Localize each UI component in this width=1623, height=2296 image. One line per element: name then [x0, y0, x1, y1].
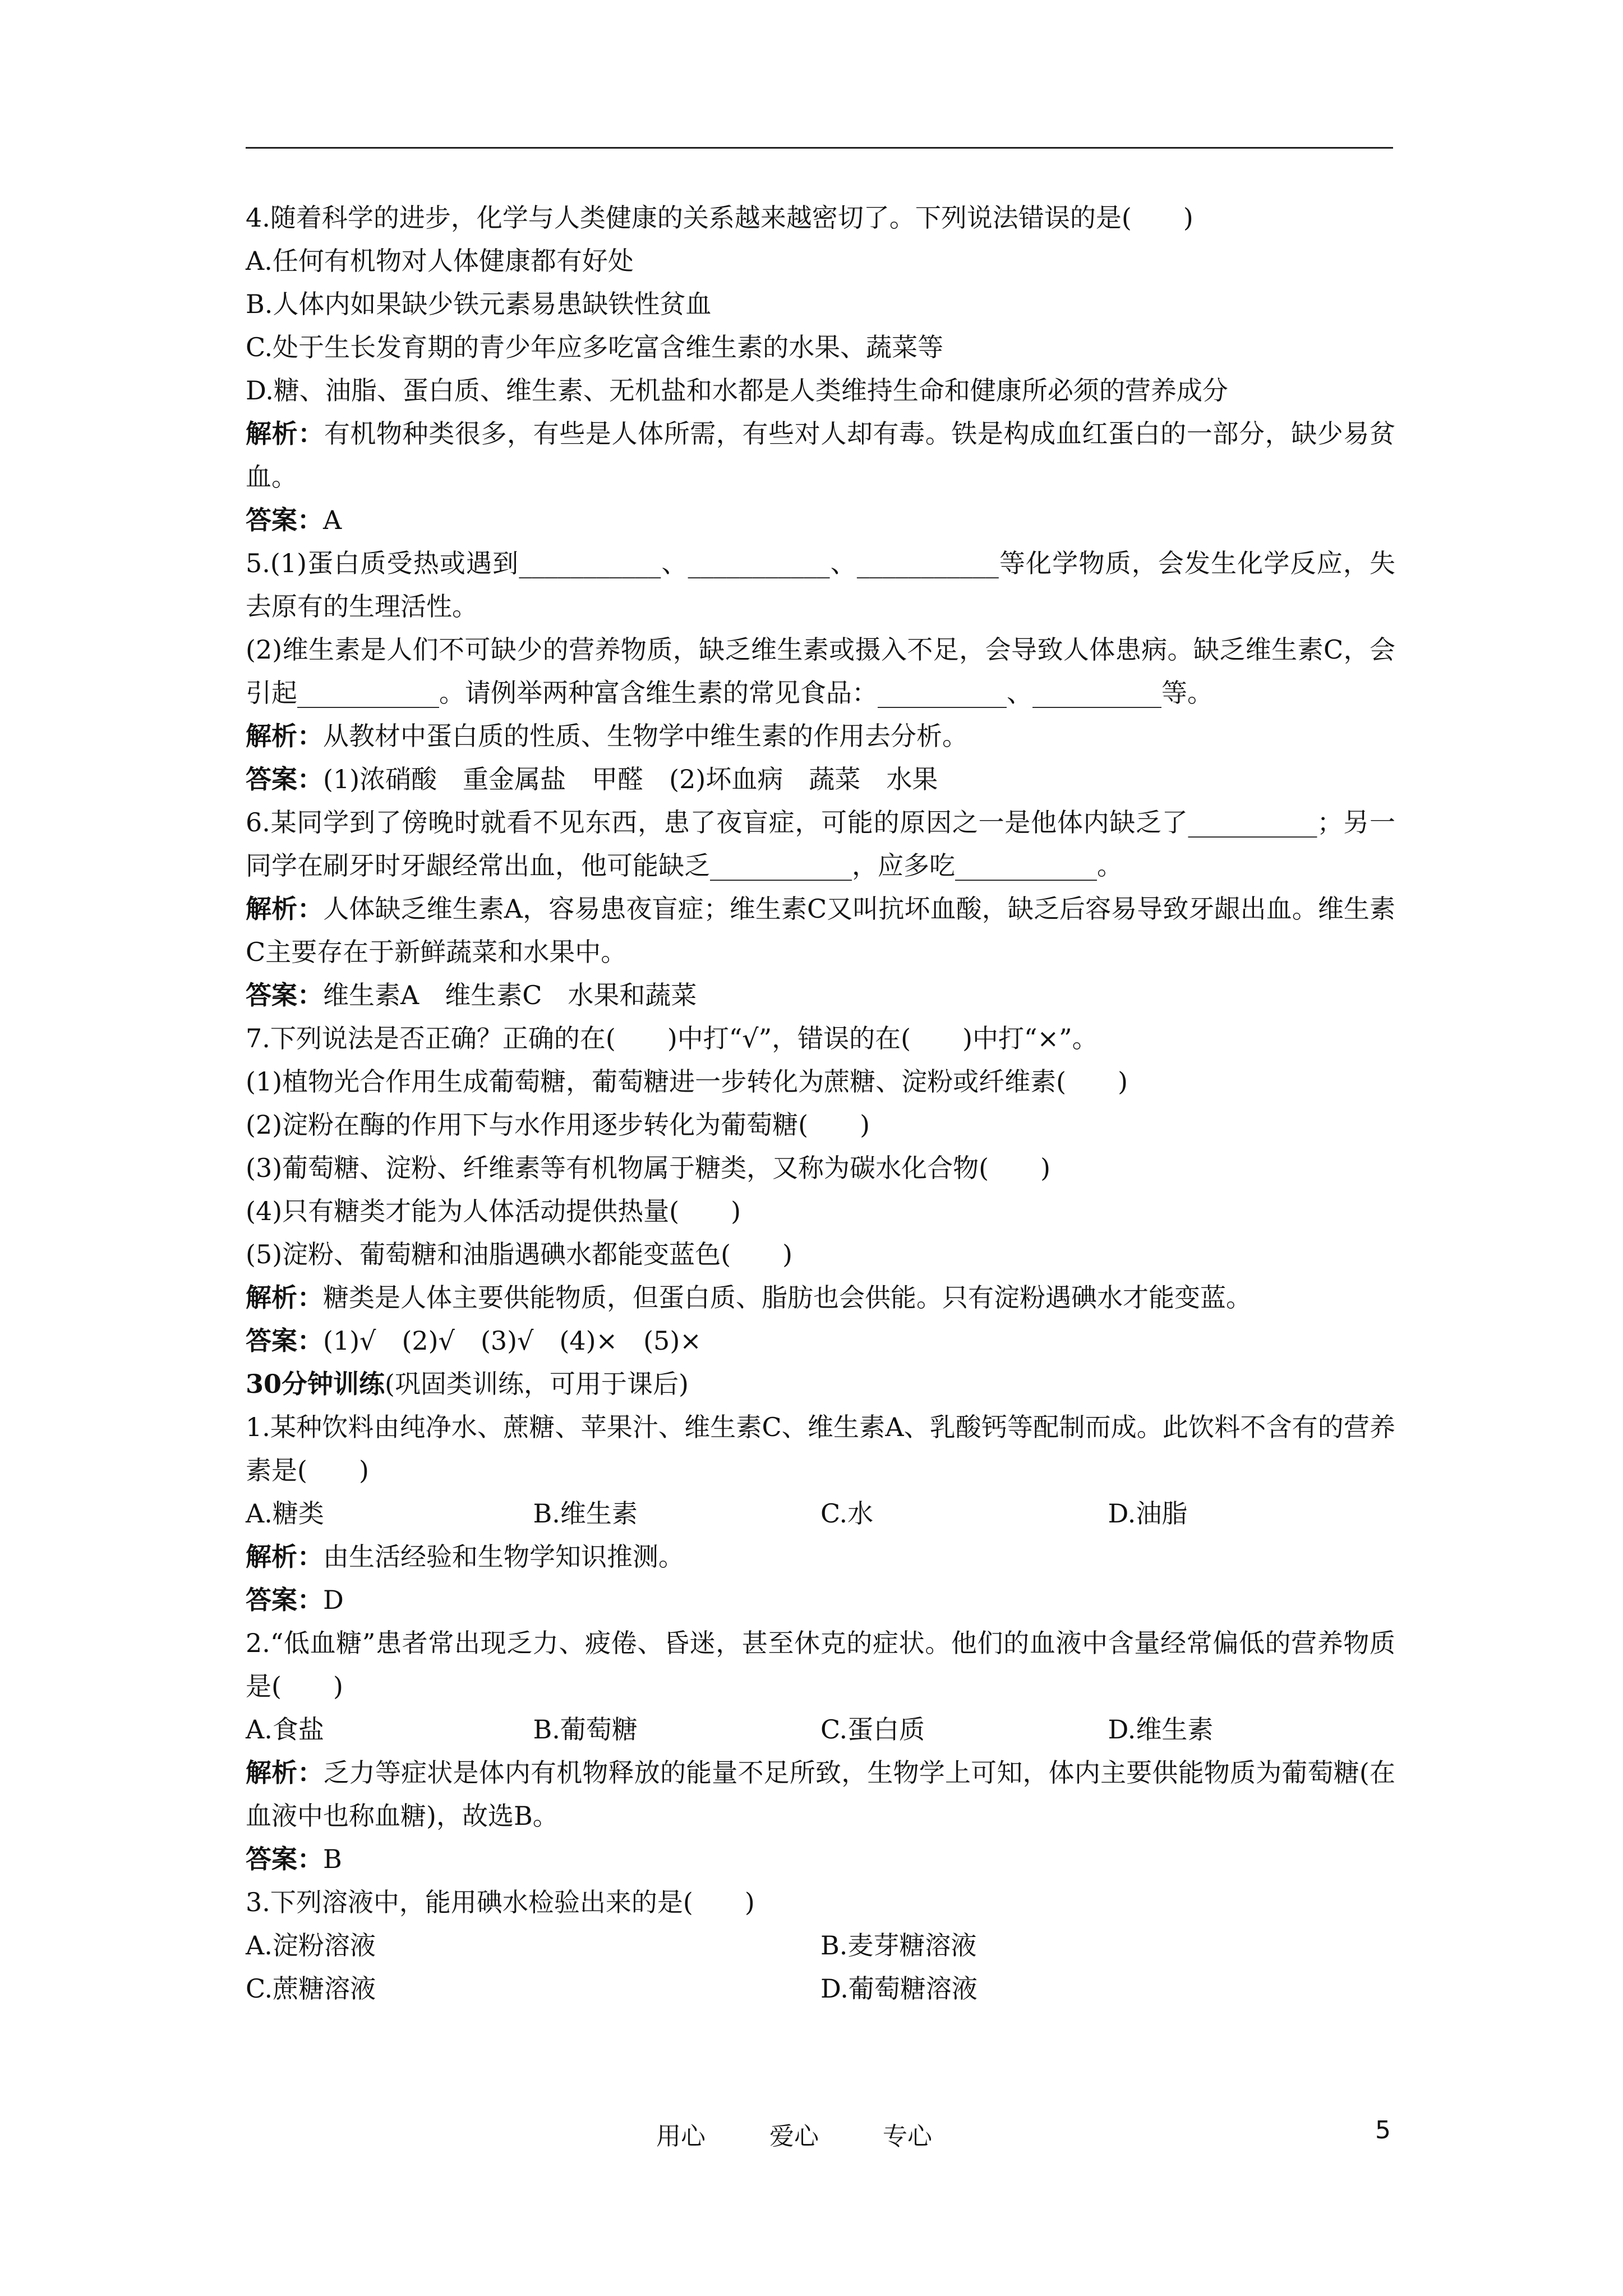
line-label: 答案：: [246, 1844, 323, 1874]
line-label: 解析：: [246, 418, 324, 449]
text-line: [246, 283, 1395, 326]
text-line: [246, 1190, 1395, 1233]
text-line: [246, 1622, 1395, 1708]
header-rule: [246, 147, 1393, 149]
line-label: 答案：: [246, 764, 323, 794]
section-heading: [246, 1363, 1395, 1406]
labeled-line: [246, 412, 1395, 499]
line-text: 1.某种饮料由纯净水、蔗糖、苹果汁、维生素C、维生素A、乳酸钙等配制而成。此饮料不含有的营养素是( ): [246, 1412, 1395, 1485]
labeled-line: [246, 1579, 1395, 1622]
line-text: D.糖、油脂、蛋白质、维生素、无机盐和水都是人类维持生命和健康所必须的营养成分: [246, 375, 1228, 406]
text-line: [246, 1881, 1395, 1924]
footer-right: 专心: [883, 2122, 932, 2151]
text-line: [246, 1147, 1395, 1190]
labeled-line: [246, 1276, 1395, 1319]
option-item: D.维生素: [1108, 1714, 1214, 1745]
text-line: [246, 326, 1395, 369]
option-item: D.葡萄糖溶液: [820, 1973, 978, 2004]
line-label: 答案：: [246, 1326, 323, 1356]
footer-left: 用心: [656, 2122, 706, 2151]
text-line: [246, 1017, 1395, 1060]
option-item: C.水: [820, 1498, 874, 1529]
line-text: B: [323, 1844, 342, 1874]
answer-options: [246, 1967, 1395, 2010]
line-text: A.任何有机物对人体健康都有好处: [246, 246, 634, 276]
line-text: (2)维生素是人们不可缺少的营养物质，缺乏维生素或摄入不足，会导致人体患病。缺乏维生素C，会引起___________。请例举两种富含维生素的常见食品：__________、__________等。: [246, 634, 1395, 708]
line-text: 人体缺乏维生素A，容易患夜盲症；维生素C又叫抗坏血酸，缺乏后容易导致牙龈出血。维生素C主要存在于新鲜蔬菜和水果中。: [246, 894, 1396, 967]
line-text: (3)葡萄糖、淀粉、纤维素等有机物属于糖类，又称为碳水化合物( ): [246, 1153, 1051, 1183]
line-text: (1)浓硝酸 重金属盐 甲醛 (2)坏血病 蔬菜 水果: [323, 764, 938, 794]
line-text: 5.(1)蛋白质受热或遇到___________、___________、___________等化学物质，会发生化学反应，失去原有的生理活性。: [246, 548, 1395, 622]
option-item: D.油脂: [1108, 1498, 1188, 1529]
labeled-line: [246, 1535, 1395, 1579]
line-label: 答案：: [246, 1585, 323, 1615]
line-text: (1)植物光合作用生成葡萄糖，葡萄糖进一步转化为蔗糖、淀粉或纤维素( ): [246, 1066, 1128, 1097]
option-item: C.蔗糖溶液: [246, 1973, 376, 2004]
line-text: 乏力等症状是体内有机物释放的能量不足所致，生物学上可知，体内主要供能物质为葡萄糖(在血液中也称血糖)，故选B。: [246, 1757, 1396, 1831]
line-text: B.人体内如果缺少铁元素易患缺铁性贫血: [246, 289, 712, 319]
line-text: 3.下列溶液中，能用碘水检验出来的是( ): [246, 1887, 755, 1917]
text-line: [246, 542, 1395, 628]
text-line: [246, 1406, 1395, 1492]
line-text: D: [323, 1585, 344, 1615]
line-label: 解析：: [246, 1282, 323, 1313]
line-text: 糖类是人体主要供能物质，但蛋白质、脂肪也会供能。只有淀粉遇碘水才能变蓝。: [323, 1282, 1252, 1313]
option-item: C.蛋白质: [820, 1714, 925, 1745]
line-label: 答案：: [246, 980, 323, 1010]
option-item: B.维生素: [533, 1498, 638, 1529]
text-line: [246, 1233, 1395, 1276]
line-text: 由生活经验和生物学知识推测。: [323, 1542, 684, 1572]
labeled-line: [246, 887, 1395, 974]
line-text: 4.随着科学的进步，化学与人类健康的关系越来越密切了。下列说法错误的是( ): [246, 203, 1193, 233]
labeled-line: [246, 499, 1395, 542]
text-line: [246, 369, 1395, 412]
line-text: 从教材中蛋白质的性质、生物学中维生素的作用去分析。: [323, 721, 968, 751]
line-text: A: [323, 505, 342, 535]
labeled-line: [246, 1319, 1395, 1363]
section-title: 30分钟训练: [246, 1369, 385, 1399]
text-line: [246, 1060, 1395, 1103]
line-text: (1)√ (2)√ (3)√ (4)× (5)×: [323, 1326, 702, 1356]
option-item: B.葡萄糖: [533, 1714, 638, 1745]
line-text: (5)淀粉、葡萄糖和油脂遇碘水都能变蓝色( ): [246, 1239, 793, 1269]
labeled-line: [246, 758, 1395, 801]
option-item: A.食盐: [246, 1714, 324, 1745]
line-label: 解析：: [246, 721, 323, 751]
line-text: 6.某同学到了傍晚时就看不见东西，患了夜盲症，可能的原因之一是他体内缺乏了__________；另一同学在刷牙时牙龈经常出血，他可能缺乏___________，应多吃___________。: [246, 807, 1395, 881]
line-label: 解析：: [246, 1757, 324, 1788]
text-line: [246, 1103, 1395, 1147]
section-note: (巩固类训练，可用于课后): [385, 1369, 689, 1399]
answer-options: [246, 1492, 1395, 1535]
line-label: 解析：: [246, 1542, 323, 1572]
option-item: A.淀粉溶液: [246, 1930, 376, 1961]
line-label: 解析：: [246, 894, 324, 924]
labeled-line: [246, 1751, 1395, 1838]
labeled-line: [246, 715, 1395, 758]
labeled-line: [246, 974, 1395, 1017]
page-number: 5: [1375, 2116, 1391, 2145]
text-line: [246, 801, 1395, 887]
option-item: B.麦芽糖溶液: [820, 1930, 977, 1961]
answer-options: [246, 1708, 1395, 1751]
line-text: 有机物种类很多，有些是人体所需，有些对人却有毒。铁是构成血红蛋白的一部分，缺少易贫血。: [246, 418, 1396, 492]
line-text: 7.下列说法是否正确？正确的在( )中打“√”，错误的在( )中打“×”。: [246, 1023, 1098, 1053]
answer-options: [246, 1924, 1395, 1967]
text-line: [246, 240, 1395, 283]
labeled-line: [246, 1838, 1395, 1881]
footer-middle: 爱心: [769, 2122, 819, 2151]
line-text: 2.“低血糖”患者常出现乏力、疲倦、昏迷，甚至休克的症状。他们的血液中含量经常偏低的营养物质是( ): [246, 1628, 1395, 1701]
page-footer: [0, 2116, 1623, 2150]
option-item: A.糖类: [246, 1498, 324, 1529]
text-line: [246, 628, 1395, 715]
line-text: C.处于生长发育期的青少年应多吃富含维生素的水果、蔬菜等: [246, 332, 944, 362]
line-text: (4)只有糖类才能为人体活动提供热量( ): [246, 1196, 741, 1226]
line-text: (2)淀粉在酶的作用下与水作用逐步转化为葡萄糖( ): [246, 1110, 870, 1140]
text-line: [246, 196, 1395, 240]
document-body: [246, 196, 1395, 2010]
line-text: 维生素A 维生素C 水果和蔬菜: [323, 980, 697, 1010]
line-label: 答案：: [246, 505, 323, 535]
